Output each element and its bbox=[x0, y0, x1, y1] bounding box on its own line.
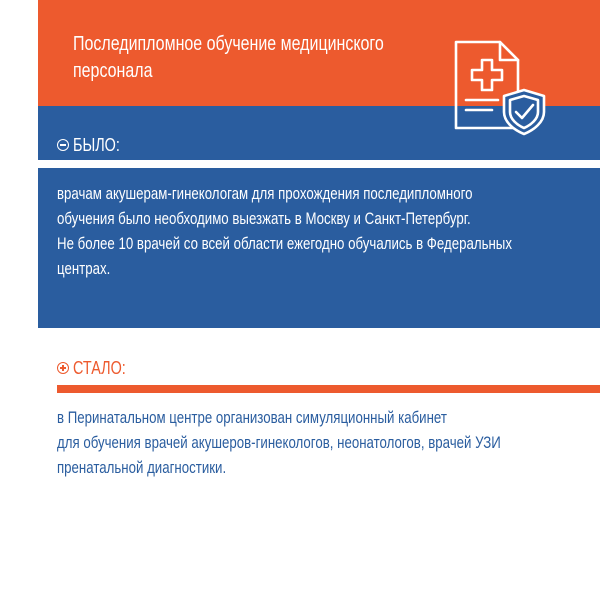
now-line: пренатальной диагностики. bbox=[57, 458, 227, 477]
now-label-text: СТАЛО: bbox=[73, 358, 126, 378]
was-line: Не более 10 врачей со всей области ежегодно обучались в Федеральных bbox=[57, 234, 512, 253]
was-label-text: БЫЛО: bbox=[73, 135, 120, 155]
now-divider bbox=[57, 385, 600, 393]
now-line: для обучения врачей акушеров-гинекологов, неонатологов, врачей УЗИ bbox=[57, 433, 501, 452]
now-description bbox=[57, 405, 541, 480]
was-line: центрах. bbox=[57, 259, 111, 278]
was-divider bbox=[38, 160, 600, 168]
now-label bbox=[57, 357, 139, 379]
was-label bbox=[57, 134, 132, 156]
was-line: обучения было необходимо выезжать в Москву и Санкт-Петербург. bbox=[57, 209, 471, 228]
plus-circle-icon bbox=[57, 362, 69, 374]
page-title bbox=[73, 30, 384, 84]
was-description bbox=[57, 181, 541, 281]
medical-document-shield-icon bbox=[452, 38, 550, 136]
was-line: врачам акушерам-гинекологам для прохождения последипломного bbox=[57, 184, 473, 203]
title-line: Последипломное обучение медицинского bbox=[73, 32, 384, 55]
minus-circle-icon bbox=[57, 139, 69, 151]
title-line: персонала bbox=[73, 59, 153, 82]
now-line: в Перинатальном центре организован симуляционный кабинет bbox=[57, 408, 447, 427]
